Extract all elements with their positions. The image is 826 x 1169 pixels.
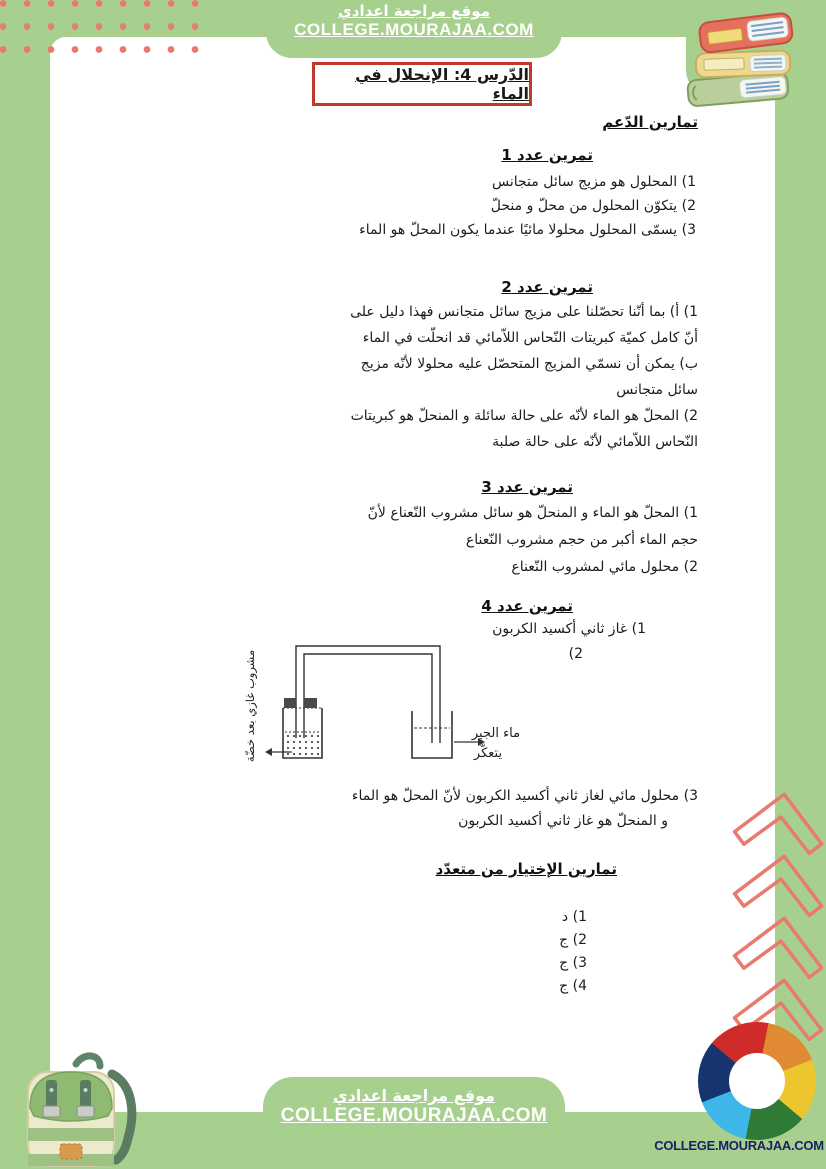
header-site-name: موقع مراجعة اعدادي (338, 2, 490, 20)
answer-line: 2) المحلّ هو الماء لأنّه على حالة سائلة و المنحلّ هو كبريتات (350, 408, 698, 424)
backpack-icon (16, 1050, 148, 1169)
experiment-diagram (238, 638, 538, 793)
footer-site-url: COLLEGE.MOURAJAA.COM (280, 1105, 548, 1126)
answer-line: 3) يسمّى المحلول محلولا مائيًا عندما يكون المحلّ هو الماء (359, 222, 696, 238)
mcq-answer: 2) ج (559, 932, 587, 948)
diagram-drawing (238, 638, 538, 793)
header-banner (266, 0, 562, 58)
books-stack-icon (684, 4, 802, 112)
answer-line: ب) يمكن أن نسمّي المزيج المتحصّل عليه محلولا لأنّه مزيج (360, 356, 698, 372)
answer-line: أنّ كامل كميّة كبريتات النّحاس اللاّمائي قد انحلّت في الماء (362, 330, 698, 346)
mcq-answer: 1) د (561, 909, 587, 925)
bottle-stopper-right (304, 698, 317, 708)
mcq-heading: تمارين الإختيار من متعدّد (435, 860, 617, 878)
answer-line: 1) غاز ثاني أكسيد الكربون (492, 621, 646, 637)
exercise3-heading: تمرين عدد 3 (481, 478, 573, 496)
bottle-stopper-left (284, 698, 296, 708)
fizzy-liquid-dots (285, 733, 321, 757)
exercise3-answers (281, 500, 698, 581)
science-ring-logo-icon (698, 1022, 816, 1140)
exercise4-heading: تمرين عدد 4 (481, 597, 573, 615)
answer-line: سائل متجانس (616, 382, 698, 398)
mcq-answers (559, 906, 587, 998)
exercise1-heading: تمرين عدد 1 (501, 146, 593, 164)
mcq-answer: 3) ج (559, 955, 587, 971)
logo-site-url: COLLEGE.MOURAJAA.COM (654, 1138, 824, 1153)
answer-line: 1) المحلول هو مزيج سائل متجانس (492, 174, 696, 190)
footer-site-name: موقع مراجعة اعدادي (332, 1086, 496, 1105)
answer-line: 3) محلول مائي لغاز ثاني أكسيد الكربون لأنّ المحلّ هو الماء (351, 788, 698, 804)
answer-line: حجم الماء أكبر من حجم مشروب النّعناع (465, 532, 698, 548)
lesson-title-box (312, 62, 532, 106)
footer-banner (263, 1077, 565, 1169)
exercise1-answers (359, 170, 696, 242)
dots-decoration (0, 0, 212, 60)
exercise2-heading: تمرين عدد 2 (501, 278, 593, 296)
answer-line: النّحاس اللاّمائي لأنّه على حالة صلبة (492, 434, 698, 450)
lesson-title: الدّرس 4: الإنحلال في الماء (355, 65, 529, 103)
mcq-answer: 4) ج (559, 978, 587, 994)
answer-line: 1) أ) بما أنّنا تحصّلنا على مزيج سائل متجانس فهذا دليل على (350, 304, 698, 320)
support-exercises-heading: تمارين الدّعم (602, 113, 698, 131)
answer-line: و المنحلّ هو غاز ثاني أكسيد الكربون (458, 813, 668, 829)
answer-line: 1) المحلّ هو الماء و المنحلّ هو سائل مشروب النّعناع لأنّ (367, 505, 698, 521)
diagram-right-label-2: يتعكّر (473, 746, 503, 761)
answer-line: 2) محلول مائي لمشروب النّعناع (511, 559, 698, 575)
diagram-left-label: مشروب غازي بعد خضّة (243, 649, 257, 763)
header-site-url: COLLEGE.MOURAJAA.COM (294, 20, 534, 39)
exercise2-answers (350, 299, 698, 455)
answer-line: 2) يتكوّن المحلول من محلّ و منحلّ (490, 198, 696, 214)
diagram-right-label-1: ماء الجير (471, 726, 521, 741)
answer-line: 2) (568, 646, 583, 662)
